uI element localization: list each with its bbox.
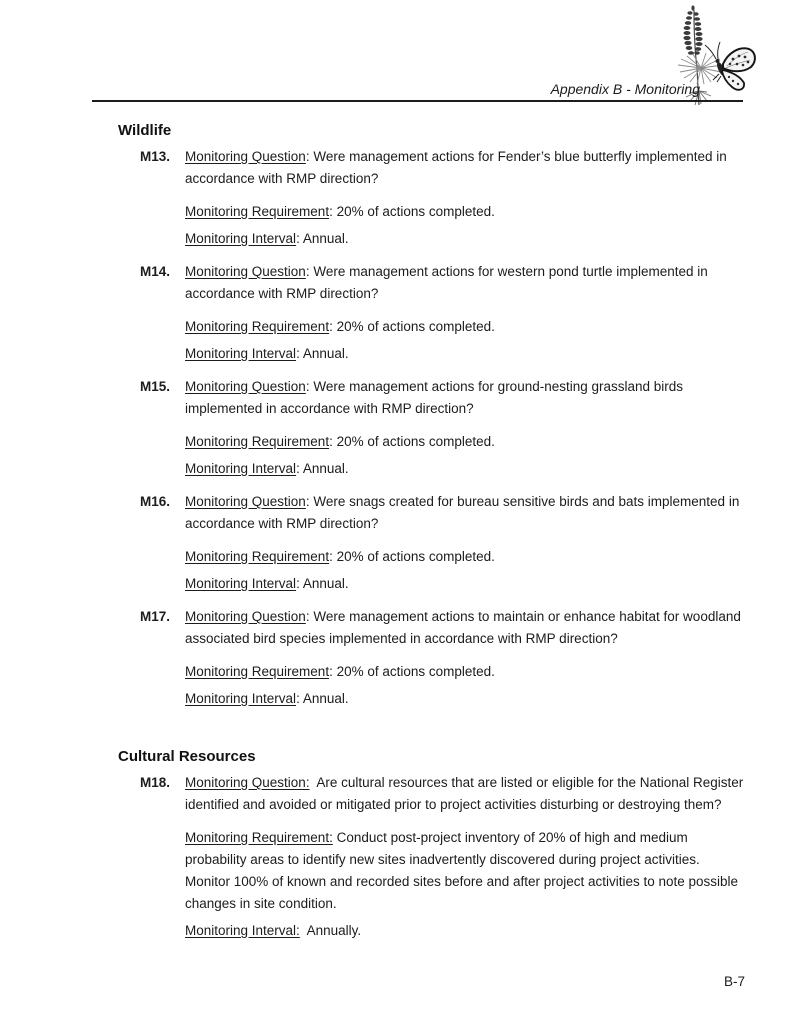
interval-line	[185, 458, 785, 480]
requirement-text: 20% of actions completed.	[336, 319, 495, 334]
question-line	[185, 261, 785, 283]
requirement-label: Monitoring Requirement:	[185, 830, 333, 845]
requirement-separator: :	[329, 319, 337, 334]
requirement-separator: :	[329, 434, 337, 449]
question-line: implemented in accordance with RMP direction?	[185, 401, 474, 416]
interval-separator: :	[296, 691, 303, 706]
section-heading-cultural-resources: Cultural Resources	[118, 748, 256, 765]
question-line: identified and avoided or mitigated prior to project activities disturbing or destroying them?	[185, 797, 722, 812]
question-text: Were snags created for bureau sensitive birds and bats implemented in	[313, 494, 740, 509]
requirement-label: Monitoring Requirement	[185, 549, 330, 564]
interval-label: Monitoring Interval	[185, 346, 297, 361]
monitoring-interval	[185, 688, 785, 710]
question-label: Monitoring Question	[185, 149, 306, 164]
monitoring-question	[185, 606, 785, 650]
question-label: Monitoring Question	[185, 379, 306, 394]
interval-line	[185, 228, 785, 250]
section-cultural-resources	[92, 746, 782, 942]
interval-line	[185, 343, 785, 365]
requirement-line	[185, 827, 785, 849]
question-line	[185, 146, 785, 168]
monitoring-requirement	[185, 546, 785, 568]
interval-label: Monitoring Interval:	[185, 923, 300, 938]
monitoring-requirement	[185, 827, 785, 915]
monitoring-item	[140, 146, 782, 250]
section-heading-wildlife: Wildlife	[118, 122, 172, 139]
interval-line	[185, 573, 785, 595]
item-number: M18.	[140, 775, 171, 790]
page-number: B-7	[723, 974, 745, 989]
monitoring-requirement	[185, 201, 785, 223]
monitoring-question	[185, 376, 785, 420]
monitoring-question	[185, 261, 785, 305]
interval-separator: :	[296, 231, 303, 246]
requirement-separator: :	[329, 549, 337, 564]
requirement-line: Monitor 100% of known and recorded sites before and after project activities to note possible	[185, 874, 739, 889]
monitoring-question	[185, 772, 785, 816]
lupine-spike	[683, 5, 702, 54]
question-label: Monitoring Question	[185, 609, 306, 624]
question-line	[185, 376, 785, 398]
question-line: accordance with RMP direction?	[185, 516, 379, 531]
document-content	[92, 112, 782, 942]
requirement-text: 20% of actions completed.	[336, 549, 495, 564]
interval-separator: :	[296, 576, 303, 591]
interval-label: Monitoring Interval	[185, 461, 297, 476]
requirement-line: changes in site condition.	[185, 896, 337, 911]
question-label: Monitoring Question:	[185, 775, 310, 790]
requirement-label: Monitoring Requirement	[185, 434, 330, 449]
interval-text: Annual.	[302, 576, 349, 591]
interval-text: Annual.	[302, 461, 349, 476]
monitoring-item	[140, 376, 782, 480]
item-number: M16.	[140, 494, 171, 509]
requirement-line: probability areas to identify new sites inadvertently discovered during project activities.	[185, 852, 700, 867]
interval-line	[185, 920, 785, 942]
interval-separator	[300, 923, 307, 938]
requirement-text: 20% of actions completed.	[336, 204, 495, 219]
item-number: M13.	[140, 149, 171, 164]
monitoring-interval	[185, 920, 785, 942]
question-line	[185, 606, 785, 628]
monitoring-requirement	[185, 316, 785, 338]
question-text: Were management actions for ground-nesting grassland birds	[313, 379, 684, 394]
item-number: M14.	[140, 264, 171, 279]
monitoring-interval	[185, 458, 785, 480]
interval-line	[185, 688, 785, 710]
monitoring-interval	[185, 573, 785, 595]
question-separator: :	[305, 609, 314, 624]
question-label: Monitoring Question	[185, 264, 306, 279]
running-header	[551, 80, 700, 98]
requirement-text: Conduct post-project inventory of 20% of high and medium	[336, 830, 688, 845]
question-line	[185, 491, 785, 513]
question-line	[185, 772, 785, 794]
interval-label: Monitoring Interval	[185, 576, 297, 591]
question-text: Were management actions to maintain or enhance habitat for woodland	[313, 609, 741, 624]
monitoring-question	[185, 146, 785, 190]
interval-separator: :	[296, 346, 303, 361]
interval-text: Annual.	[302, 346, 349, 361]
interval-label: Monitoring Interval	[185, 691, 297, 706]
butterfly-icon	[705, 42, 755, 90]
monitoring-interval	[185, 228, 785, 250]
requirement-separator: :	[329, 664, 337, 679]
requirement-label: Monitoring Requirement	[185, 204, 330, 219]
monitoring-interval	[185, 343, 785, 365]
header-rule	[92, 100, 743, 102]
question-separator: :	[305, 494, 314, 509]
requirement-text: 20% of actions completed.	[336, 434, 495, 449]
question-line: accordance with RMP direction?	[185, 286, 379, 301]
interval-label: Monitoring Interval	[185, 231, 297, 246]
item-body	[185, 146, 785, 250]
monitoring-requirement	[185, 661, 785, 683]
item-body	[185, 376, 785, 480]
monitoring-item	[140, 261, 782, 365]
interval-separator: :	[296, 461, 303, 476]
running-header-text: Appendix B - Monitoring	[550, 81, 700, 97]
requirement-label: Monitoring Requirement	[185, 319, 330, 334]
item-body	[185, 772, 785, 942]
question-separator: :	[305, 264, 314, 279]
monitoring-item	[140, 606, 782, 710]
requirement-line	[185, 316, 785, 338]
question-separator: :	[305, 379, 314, 394]
section-wildlife	[92, 120, 782, 710]
interval-text: Annual.	[302, 691, 349, 706]
question-separator: :	[305, 149, 314, 164]
item-number: M17.	[140, 609, 171, 624]
interval-text: Annually.	[306, 923, 362, 938]
monitoring-requirement	[185, 431, 785, 453]
question-line: accordance with RMP direction?	[185, 171, 379, 186]
requirement-line	[185, 201, 785, 223]
item-number: M15.	[140, 379, 171, 394]
monitoring-item	[140, 772, 782, 942]
monitoring-item	[140, 491, 782, 595]
monitoring-question	[185, 491, 785, 535]
requirement-line	[185, 661, 785, 683]
question-text: Are cultural resources that are listed or eligible for the National Register	[316, 775, 744, 790]
item-body	[185, 606, 785, 710]
item-body	[185, 491, 785, 595]
question-text: Were management actions for Fender’s blue butterfly implemented in	[313, 149, 727, 164]
requirement-label: Monitoring Requirement	[185, 664, 330, 679]
requirement-separator: :	[329, 204, 337, 219]
requirement-line	[185, 431, 785, 453]
item-body	[185, 261, 785, 365]
question-text: Were management actions for western pond turtle implemented in	[313, 264, 708, 279]
question-label: Monitoring Question	[185, 494, 306, 509]
question-line: associated bird species implemented in accordance with RMP direction?	[185, 631, 618, 646]
requirement-line	[185, 546, 785, 568]
requirement-text: 20% of actions completed.	[336, 664, 495, 679]
interval-text: Annual.	[302, 231, 349, 246]
